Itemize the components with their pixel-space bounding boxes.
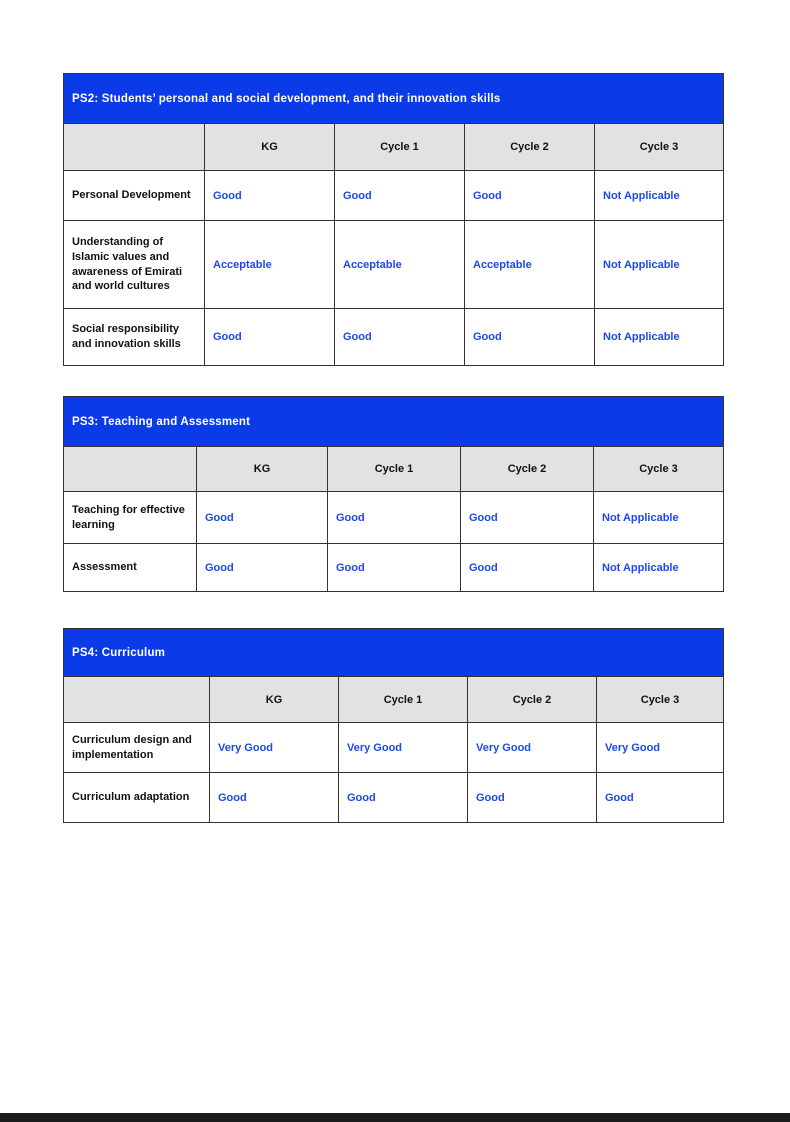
table-row bbox=[64, 773, 724, 823]
ps3-row-label: Teaching for effective learning bbox=[64, 492, 197, 544]
ps4-corner-cell bbox=[64, 677, 210, 723]
rating-cell: Good bbox=[197, 492, 328, 544]
ps2-row-label: Understanding of Islamic values and awareness of Emirati and world cultures bbox=[64, 221, 205, 309]
rating-cell: Good bbox=[205, 171, 335, 221]
table-row bbox=[64, 492, 724, 544]
rating-cell: Good bbox=[335, 171, 465, 221]
ps3-table bbox=[63, 396, 724, 592]
ps3-column-header-kg: KG bbox=[197, 447, 328, 492]
ps2-corner-cell bbox=[64, 124, 205, 171]
rating-cell: Not Applicable bbox=[595, 221, 724, 309]
table-row bbox=[64, 309, 724, 366]
rating-cell: Not Applicable bbox=[594, 492, 724, 544]
rating-cell: Good bbox=[468, 773, 597, 823]
ps3-column-header-cycle1: Cycle 1 bbox=[328, 447, 461, 492]
ps2-column-header-cycle1: Cycle 1 bbox=[335, 124, 465, 171]
rating-cell: Good bbox=[597, 773, 724, 823]
ps2-column-header-cycle3: Cycle 3 bbox=[595, 124, 724, 171]
rating-cell: Good bbox=[205, 309, 335, 366]
rating-cell: Acceptable bbox=[335, 221, 465, 309]
ps4-row-label: Curriculum design and implementation bbox=[64, 723, 210, 773]
rating-cell: Not Applicable bbox=[594, 544, 724, 592]
rating-cell: Not Applicable bbox=[595, 171, 724, 221]
table-row bbox=[64, 544, 724, 592]
ps3-column-header-cycle3: Cycle 3 bbox=[594, 447, 724, 492]
table-row bbox=[64, 723, 724, 773]
ps2-column-header-cycle2: Cycle 2 bbox=[465, 124, 595, 171]
rating-cell: Good bbox=[461, 544, 594, 592]
ps3-table-title: PS3: Teaching and Assessment bbox=[64, 397, 724, 447]
table-row bbox=[64, 221, 724, 309]
rating-cell: Good bbox=[339, 773, 468, 823]
ps4-table bbox=[63, 628, 724, 823]
page-bottom-bar bbox=[0, 1113, 790, 1122]
rating-cell: Good bbox=[335, 309, 465, 366]
ps4-column-header-kg: KG bbox=[210, 677, 339, 723]
ps2-row-label: Social responsibility and innovation skills bbox=[64, 309, 205, 366]
rating-cell: Good bbox=[328, 492, 461, 544]
rating-cell: Very Good bbox=[468, 723, 597, 773]
table-row bbox=[64, 171, 724, 221]
ps4-table-title: PS4: Curriculum bbox=[64, 629, 724, 677]
rating-cell: Very Good bbox=[339, 723, 468, 773]
ps3-corner-cell bbox=[64, 447, 197, 492]
rating-cell: Very Good bbox=[210, 723, 339, 773]
ps4-column-header-cycle3: Cycle 3 bbox=[597, 677, 724, 723]
rating-cell: Very Good bbox=[597, 723, 724, 773]
rating-cell: Not Applicable bbox=[595, 309, 724, 366]
ps2-table bbox=[63, 73, 724, 366]
rating-cell: Good bbox=[465, 171, 595, 221]
rating-cell: Acceptable bbox=[205, 221, 335, 309]
rating-cell: Good bbox=[461, 492, 594, 544]
rating-cell: Good bbox=[197, 544, 328, 592]
ps4-column-header-cycle1: Cycle 1 bbox=[339, 677, 468, 723]
rating-cell: Good bbox=[328, 544, 461, 592]
ps3-column-header-cycle2: Cycle 2 bbox=[461, 447, 594, 492]
ps4-row-label: Curriculum adaptation bbox=[64, 773, 210, 823]
ps2-column-header-kg: KG bbox=[205, 124, 335, 171]
ps3-row-label: Assessment bbox=[64, 544, 197, 592]
ps4-column-header-cycle2: Cycle 2 bbox=[468, 677, 597, 723]
rating-cell: Acceptable bbox=[465, 221, 595, 309]
rating-cell: Good bbox=[210, 773, 339, 823]
ps2-table-title: PS2: Students’ personal and social development, and their innovation skills bbox=[64, 74, 724, 124]
ps2-row-label: Personal Development bbox=[64, 171, 205, 221]
rating-cell: Good bbox=[465, 309, 595, 366]
